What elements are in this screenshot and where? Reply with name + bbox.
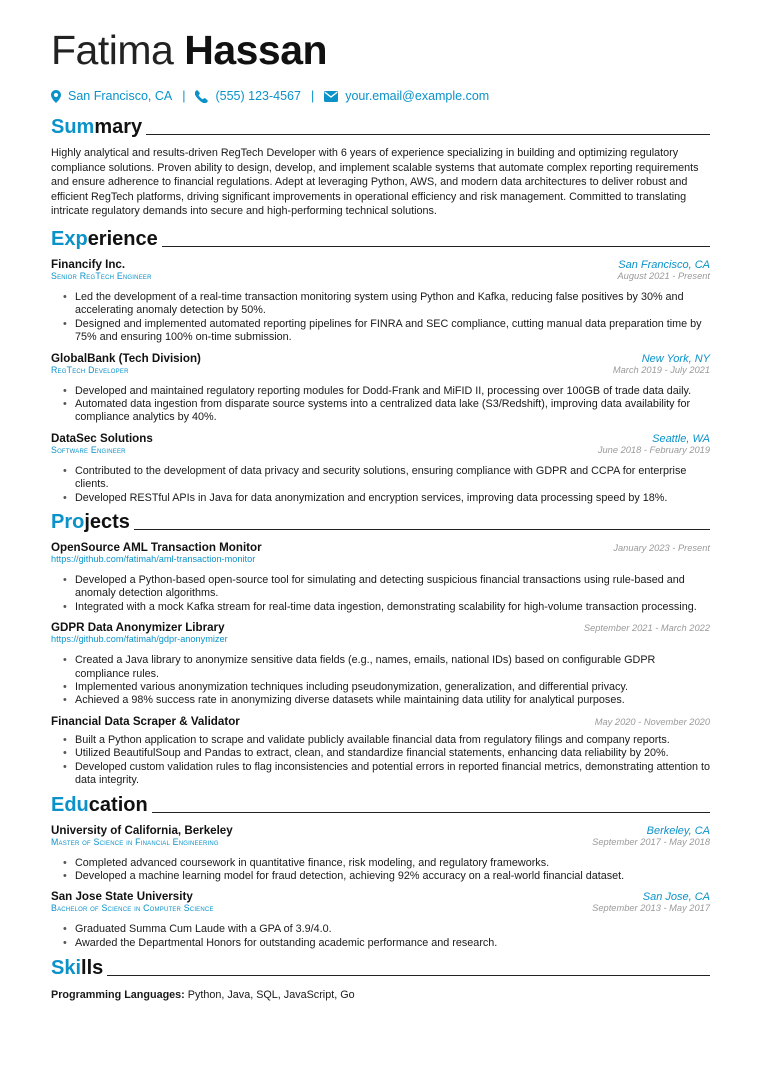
list-item: • Developed a Python-based open-source tool for simulating and detecting suspicious financial transactions using rule-based and anomaly detection algorithms. [63,574,710,601]
project-dates: May 2020 - November 2020 [594,716,710,727]
section-divider [152,812,710,813]
skills-value: Python, Java, SQL, JavaScript, Go [187,989,355,1002]
job-dates: June 2018 - February 2019 [597,444,710,455]
contact-bar [51,89,710,103]
list-item: • Created a Java library to anonymize sensitive data fields (e.g., names, emails, national IDs) based on configurable GDPR compliance rules. [63,654,710,681]
job-location: Seattle, WA [652,432,710,445]
location-text: San Francisco, CA [68,89,173,103]
phone-text: (555) 123-4567 [215,89,301,103]
bullet-list [51,734,710,788]
degree: Master of Science in Financial Engineering [51,836,219,847]
list-item: • Implemented various anonymization techniques including pseudonymization, generalization, and differential privacy. [63,681,710,694]
skills-line [51,989,710,1001]
education-entry [51,890,710,950]
bullet-list [51,291,710,345]
project-link[interactable]: https://github.com/fatimah/aml-transaction-monitor [51,554,256,565]
project-entry [51,715,710,788]
job-location: San Francisco, CA [618,258,710,271]
project-name: OpenSource AML Transaction Monitor [51,541,262,555]
section-divider [146,134,710,135]
list-item: • Contributed to the development of data privacy and security solutions, ensuring compliance with GDPR and CCPA for enterprise clients. [63,465,710,492]
projects-heading: Projects [51,512,710,532]
list-item: • Achieved a 98% success rate in anonymizing diverse datasets while maintaining data utility for analytical purposes. [63,694,710,707]
experience-entry [51,258,710,345]
experience-heading: Experience [51,229,710,249]
section-divider [162,246,710,247]
project-entry [51,541,710,614]
project-name: Financial Data Scraper & Validator [51,714,240,728]
candidate-name [51,27,710,73]
list-item: • Developed custom validation rules to flag inconsistencies and potential errors in reported financial metrics, demonstrating attention to data integrity. [63,761,710,788]
bullet-list [51,857,710,884]
map-pin-icon [51,90,61,103]
bullet-list [51,654,710,708]
bullet-list [51,465,710,505]
envelope-icon [324,91,338,102]
bullet-list [51,385,710,425]
job-dates: March 2019 - July 2021 [612,364,710,375]
project-dates: January 2023 - Present [613,543,710,554]
job-title: RegTech Developer [51,364,129,375]
list-item: • Utilized BeautifulSoup and Pandas to extract, clean, and standardize financial statements, enhancing data reliability by 20%. [63,747,710,760]
list-item: • Built a Python application to scrape and validate publicly available financial data from regulatory filings and company reports. [63,734,710,747]
school-location: Berkeley, CA [646,824,710,837]
list-item: • Developed RESTful APIs in Java for data anonymization and encryption services, improving data processing speed by 18%. [63,492,710,505]
list-item: • Developed a machine learning model for fraud detection, achieving 92% accuracy on a real-world financial dataset. [63,870,710,883]
contact-phone[interactable] [195,89,300,103]
summary-heading: Summary [51,117,710,137]
school-name: University of California, Berkeley [51,823,233,837]
first-name: Fatima [51,27,174,73]
email-text: your.email@example.com [345,89,490,103]
list-item: • Led the development of a real-time transaction monitoring system using Python and Kafka, reducing false positives by 30% and accelerating anomaly detection by 50%. [63,291,710,318]
skills-label: Programming Languages: [51,989,185,1002]
section-divider [134,529,710,530]
bullet-list [51,574,710,614]
company-name: DataSec Solutions [51,431,153,445]
last-name: Hassan [184,27,328,73]
bullet-list [51,923,710,950]
section-divider [107,975,710,976]
project-entry [51,621,710,708]
contact-separator: | [182,89,186,103]
company-name: Financify Inc. [51,257,126,271]
degree: Bachelor of Science in Computer Science [51,903,214,914]
project-dates: September 2021 - March 2022 [583,623,710,634]
list-item: • Awarded the Departmental Honors for outstanding academic performance and research. [63,937,710,950]
summary-text: Highly analytical and results-driven RegTech Developer with 6 years of experience specializing in building and optimizing regulatory compliance solutions. Proven ability to design, develop, and implement scalable systems that automate complex reporting requirements and ensure adherence to financial regulations. Adept at leveraging Python, AWS, and modern data architectures to deliver robust and efficient RegTech platforms, driving significant improvements in operational efficiency and risk management. Committed to translating intricate regulatory demands into secure and high-performing technical solutions. [51,147,699,218]
experience-entry [51,352,710,425]
job-dates: August 2021 - Present [617,270,710,281]
project-name: GDPR Data Anonymizer Library [51,621,225,635]
contact-location [51,89,172,103]
job-title: Senior RegTech Engineer [51,270,152,281]
phone-icon [195,90,208,103]
contact-separator: | [310,89,315,103]
job-location: New York, NY [641,352,710,365]
school-name: San Jose State University [51,890,193,904]
education-heading: Education [51,795,710,815]
contact-email[interactable] [324,89,489,103]
list-item: • Automated data ingestion from disparate source systems into a centralized data lake (S3/Redshift), improving data availability for compliance analytics by 40%. [63,398,710,425]
school-location: San Jose, CA [642,891,710,904]
experience-entry [51,432,710,505]
school-dates: September 2013 - May 2017 [592,903,710,914]
skills-heading: Skills [51,958,710,978]
job-title: Software Engineer [51,444,126,455]
company-name: GlobalBank (Tech Division) [51,351,201,365]
project-link[interactable]: https://github.com/fatimah/gdpr-anonymizer [51,634,228,645]
list-item: • Graduated Summa Cum Laude with a GPA of 3.9/4.0. [63,923,710,936]
school-dates: September 2017 - May 2018 [592,836,710,847]
education-entry [51,824,710,884]
list-item: • Designed and implemented automated reporting pipelines for FINRA and SEC compliance, cutting manual data preparation time by 75% and ensuring 100% on-time submission. [63,318,710,345]
list-item: • Integrated with a mock Kafka stream for real-time data ingestion, demonstrating scalability for high-volume transaction processing. [63,601,710,614]
list-item: • Developed and maintained regulatory reporting modules for Dodd-Frank and MiFID II, processing over 100GB of trade data daily. [63,385,710,398]
list-item: • Completed advanced coursework in quantitative finance, risk modeling, and regulatory frameworks. [63,857,710,870]
